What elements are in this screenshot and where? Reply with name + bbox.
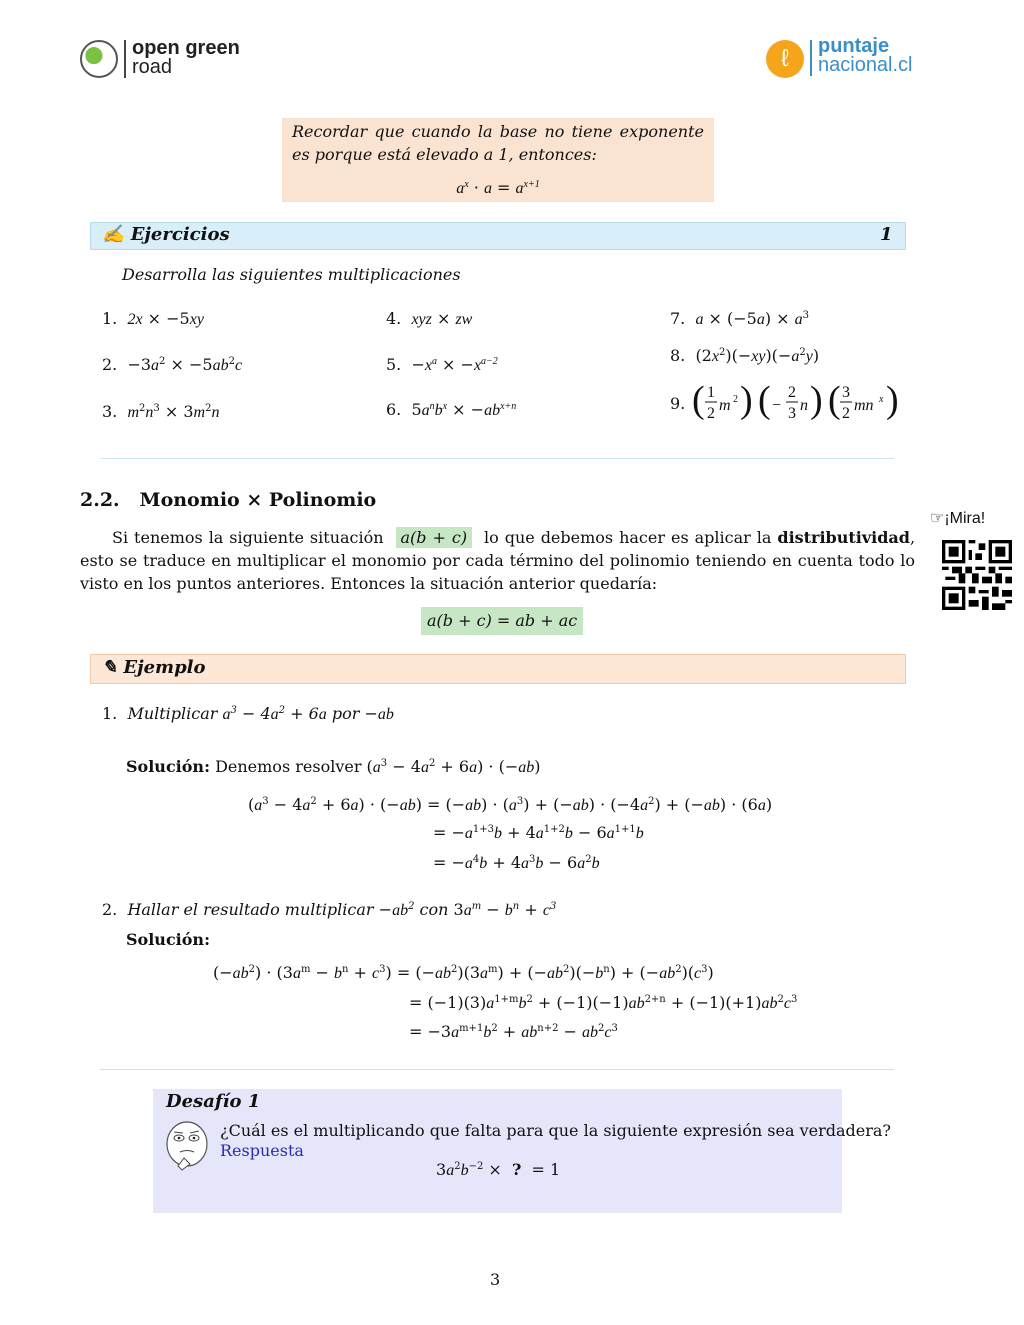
example-item-1: 1. Multiplicar $a^3 - 4a^2 + 6a$ por −ab	[102, 704, 394, 723]
para-bold: distributividad	[777, 528, 910, 547]
svg-text:m: m	[719, 397, 731, 414]
exercise-label: 6.	[386, 400, 402, 419]
exercise-item: 5. $-x^a \times -x^{a-2}$	[386, 355, 498, 374]
item-text: con	[419, 900, 449, 919]
exercise-label: 9.	[670, 394, 686, 413]
section-number: 2.2.	[80, 489, 120, 511]
divider	[100, 458, 894, 459]
item-text: Hallar el resultado multiplicar	[127, 900, 374, 919]
open-green-road-logo-text	[132, 39, 240, 77]
svg-text:3: 3	[842, 384, 850, 401]
qr-code-icon[interactable]	[942, 540, 1012, 610]
challenge-title: Desafío 1	[166, 1091, 261, 1112]
logo-line-2: nacional.cl	[818, 54, 913, 76]
svg-text:2: 2	[733, 394, 738, 405]
para-text: , esto se traduce en multiplicar el monomio por cada término del polinomio teniendo en cuenta todo lo visto en los puntos anteriores. Entonces la situación anterior quedaría:	[80, 528, 916, 593]
logo-line-1: open green	[132, 37, 240, 59]
item-label: 2.	[102, 900, 118, 919]
exercise-9-fractions	[692, 380, 904, 426]
exercise-item: 3. $m^2n^3 \times 3m^2n$	[102, 402, 220, 421]
svg-text:1: 1	[707, 384, 715, 401]
solution-2-step: = $-3a^{m+1}b^2 + ab^{n+2} - ab^2c^3$	[409, 1022, 618, 1041]
logo-line-2: road	[132, 56, 173, 78]
svg-text:n: n	[800, 397, 808, 414]
challenge-question: ¿Cuál es el multiplicando que falta para que la siguiente expresión sea verdadera?	[220, 1121, 891, 1140]
distributive-equation: a(b + c) = ab + ac	[421, 607, 583, 635]
logo-divider	[810, 40, 812, 76]
exercise-label: 1.	[102, 309, 118, 328]
item-text: Multiplicar	[127, 704, 218, 723]
recall-note-text: Recordar que cuando la base no tiene exponente es porque está elevado a 1, entonces:	[292, 122, 704, 164]
exercise-label: 4.	[386, 309, 402, 328]
item-label: 1.	[102, 704, 118, 723]
section-title	[80, 489, 376, 511]
exercise-item: 6. $5a^nb^x \times -ab^{x+n}$	[386, 400, 517, 419]
solution-text: Denemos resolver	[215, 757, 362, 776]
exercise-item: 1. 2x × −5xy	[102, 309, 204, 328]
solution-2-step: = $(-1)(3)a^{1+m}b^2 + (-1)(-1)ab^{2+n} + (-1)(+1)ab^2c^3$	[409, 993, 798, 1012]
solution-1-step: = $-a^4b + 4a^3b - 6a^2b$	[433, 853, 600, 872]
exercises-title-text: Ejercicios	[130, 224, 230, 245]
exercise-item: 8. $(2x^2)(-xy)(-a^2y)$	[670, 346, 820, 365]
divider	[100, 1069, 894, 1070]
svg-text:(: (	[692, 380, 705, 421]
svg-text:): )	[740, 380, 753, 421]
exercise-label: 2.	[102, 355, 118, 374]
svg-text:−: −	[772, 397, 782, 414]
exercise-label: 3.	[102, 402, 118, 421]
solution-label: Solución:	[126, 930, 210, 949]
solution-2	[126, 930, 210, 949]
logo-line-1: puntaje	[818, 35, 890, 57]
section-title-text: Monomio × Polinomio	[139, 489, 377, 511]
solution-1: Solución: Denemos resolver $(a^3 - 4a^2 + 6a) \cdot (-ab)$	[126, 757, 541, 776]
svg-text:mn: mn	[854, 397, 874, 414]
highlight-expression: a(b + c)	[396, 527, 473, 548]
exercises-instruction: Desarrolla las siguientes multiplicaciones	[122, 265, 461, 284]
exercise-label: 5.	[386, 355, 402, 374]
svg-text:): )	[810, 380, 823, 421]
exercises-title: ✍ Ejercicios	[102, 224, 230, 245]
answer-link[interactable]: Respuesta	[220, 1141, 304, 1160]
svg-text:(: (	[758, 380, 771, 421]
svg-text:(: (	[828, 380, 841, 421]
open-green-road-logo-icon	[80, 40, 118, 78]
exercises-number: 1	[880, 224, 893, 245]
solution-1-step: $(a^3 - 4a^2 + 6a) \cdot (-ab) = (-ab) \cdot (a^3) + (-ab) \cdot (-4a^2) + (-ab) \cdot (6a)$	[248, 795, 773, 814]
puntaje-nacional-logo-icon: ℓ	[766, 40, 804, 78]
thinking-face-icon	[162, 1120, 212, 1175]
para-text: Si tenemos la siguiente situación	[112, 528, 384, 547]
solution-label: Solución:	[126, 757, 210, 776]
svg-text:2: 2	[707, 405, 715, 422]
mira-link[interactable]: ☞¡Mira!	[930, 510, 986, 527]
svg-text:2: 2	[788, 384, 796, 401]
section-paragraph	[80, 526, 915, 595]
exercise-item: 2. $-3a^2 \times -5ab^2c$	[102, 355, 243, 374]
exercise-label: 8.	[670, 346, 686, 365]
example-title: ✎ Ejemplo	[102, 657, 206, 678]
logo-divider	[124, 40, 126, 78]
item-text: por	[331, 704, 360, 723]
example-header	[90, 654, 906, 684]
recall-note	[282, 118, 714, 202]
solution-1-step: = $-a^{1+3}b + 4a^{1+2}b - 6a^{1+1}b$	[433, 823, 644, 842]
svg-text:2: 2	[842, 405, 850, 422]
para-text: lo que debemos hacer es aplicar la	[484, 528, 772, 547]
svg-text:x: x	[879, 394, 884, 405]
exercise-label: 7.	[670, 309, 686, 328]
exercise-item: 7. $a \times (-5a) \times a^3$	[670, 309, 810, 328]
exercise-item: 4. xyz × zw	[386, 309, 473, 328]
example-title-text: Ejemplo	[123, 657, 206, 678]
page-number: 3	[490, 1270, 501, 1289]
puntaje-nacional-logo-text	[818, 37, 913, 75]
svg-text:3: 3	[788, 405, 796, 422]
challenge-equation: $3a^2b^{-2}$ × ? = 1	[436, 1160, 561, 1179]
example-item-2: 2. Hallar el resultado multiplicar $-ab^2$ con $3a^m - b^n + c^3$	[102, 900, 557, 919]
solution-2-step: $(-ab^2) \cdot (3a^m - b^n + c^3) = (-ab^2)(3a^m) + (-ab^2)(-b^n) + (-ab^2)(c^3)$	[213, 963, 714, 982]
recall-formula: $a^x \cdot a = a^{x+1}$	[456, 178, 540, 197]
svg-text:): )	[886, 380, 899, 421]
